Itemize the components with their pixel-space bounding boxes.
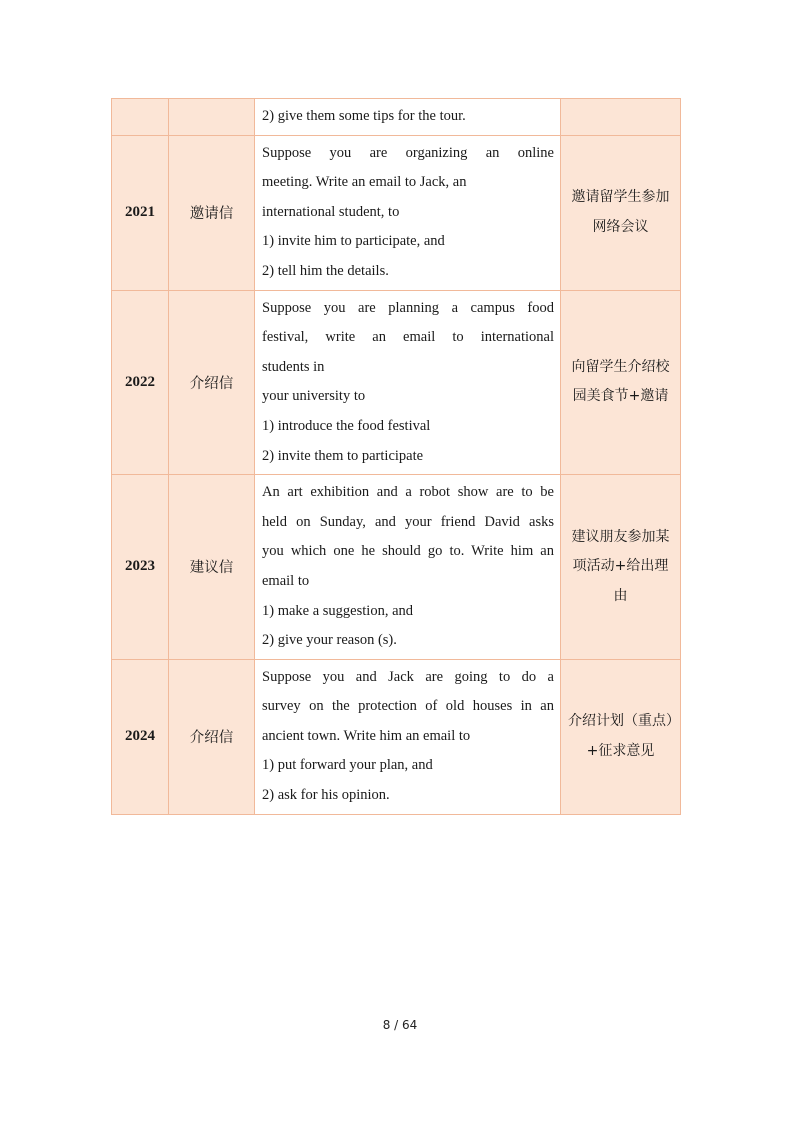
table-row [112,99,681,136]
prompt-line: students in [262,358,325,375]
prompt-line: 2) give them some tips for the tour. [262,108,466,124]
table-row [112,659,681,814]
prompt-line: Suppose you are organizing an online [262,144,554,161]
year-cell: 2024 [112,659,169,814]
letter-type-cell [169,99,255,136]
prompt-cell [255,475,561,660]
prompt-line: 2) give your reason (s). [262,632,397,649]
table-row [112,290,681,475]
prompt-line: held on Sunday, and your friend David asks [262,513,554,530]
exam-writing-table [111,98,681,815]
prompt-line: 1) introduce the food festival [262,417,431,434]
year-cell [112,99,169,136]
prompt-line: Suppose you are planning a campus food [262,299,554,316]
summary-cell: 向留学生介绍校园美食节+邀请 [561,290,681,475]
year-cell: 2022 [112,290,169,475]
prompt-line: your university to [262,388,366,405]
prompt-cell [255,290,561,475]
prompt-line: festival, write an email to international [262,329,554,346]
year-cell: 2021 [112,135,169,290]
table-row [112,135,681,290]
letter-type-cell: 建议信 [169,475,255,660]
prompt-line: you which one he should go to. Write him an [262,543,554,560]
summary-cell [561,99,681,136]
prompt-line: An art exhibition and a robot show are to be [262,484,554,501]
prompt-line: 1) invite him to participate, and [262,233,445,250]
page-number: 8 / 64 [382,1018,418,1032]
prompt-line: 2) tell him the details. [262,262,389,279]
prompt-line: ancient town. Write him an email to [262,727,471,744]
prompt-line: 1) put forward your plan, and [262,757,433,774]
prompt-line: survey on the protection of old houses in an [262,698,554,715]
summary-cell: 建议朋友参加某项活动+给出理由 [561,475,681,660]
letter-type-cell: 介绍信 [169,290,255,475]
prompt-cell [255,135,561,290]
letter-type-cell: 介绍信 [169,659,255,814]
prompt-line: Suppose you and Jack are going to do a [262,668,554,685]
prompt-cell [255,659,561,814]
prompt-line: 2) ask for his opinion. [262,787,390,804]
prompt-line: 1) make a suggestion, and [262,602,414,619]
prompt-line: email to [262,572,310,589]
year-cell: 2023 [112,475,169,660]
prompt-line: international student, to [262,203,400,220]
prompt-line: 2) invite them to participate [262,447,424,464]
summary-cell: 邀请留学生参加网络会议 [561,135,681,290]
prompt-cell [255,99,561,136]
summary-cell: 介绍计划（重点）+征求意见 [561,659,681,814]
prompt-line: meeting. Write an email to Jack, an [262,174,467,191]
letter-type-cell: 邀请信 [169,135,255,290]
table-row [112,475,681,660]
